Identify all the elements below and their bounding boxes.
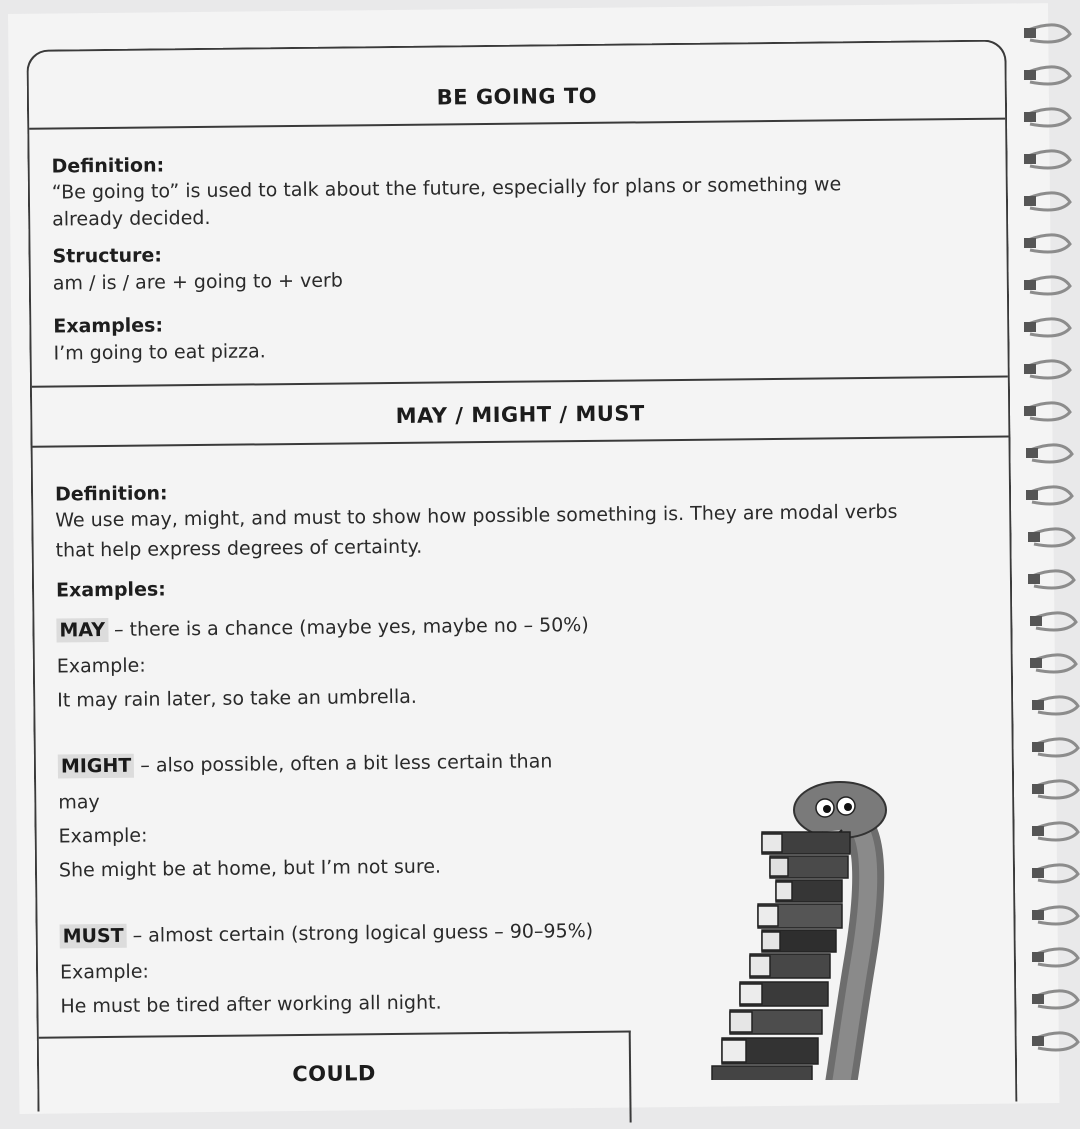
definition-text-line1: “Be going to” is used to talk about the future, especially for plans or something we bbox=[51, 173, 842, 204]
may-line bbox=[56, 612, 589, 645]
might-example: She might be at home, but I’m not sure. bbox=[58, 855, 442, 882]
definition-text-line2: that help express degrees of certainty. bbox=[55, 535, 423, 562]
section-title-could: COULD bbox=[292, 1061, 377, 1087]
might-description-cont: may bbox=[58, 791, 100, 814]
examples-label: Examples: bbox=[55, 578, 166, 602]
might-description: – also possible, often a bit less certain than bbox=[134, 750, 553, 777]
example-text: I’m going to eat pizza. bbox=[53, 340, 266, 365]
divider bbox=[33, 436, 1009, 448]
must-example: He must be tired after working all night. bbox=[60, 991, 442, 1018]
spiral-binding bbox=[1020, 0, 1080, 1080]
must-line bbox=[60, 918, 594, 951]
might-keyword: MIGHT bbox=[58, 754, 135, 779]
section-title-be-going-to: BE GOING TO bbox=[436, 83, 598, 110]
must-keyword: MUST bbox=[60, 924, 127, 949]
may-keyword: MAY bbox=[56, 618, 108, 643]
snake-with-books-illustration bbox=[700, 760, 900, 1080]
example-label: Example: bbox=[58, 824, 148, 848]
may-description: – there is a chance (maybe yes, maybe no – 50%) bbox=[107, 613, 589, 641]
example-label: Example: bbox=[56, 654, 146, 678]
might-line bbox=[58, 748, 553, 780]
may-example: It may rain later, so take an umbrella. bbox=[57, 685, 417, 712]
divider bbox=[29, 118, 1005, 130]
definition-label: Definition: bbox=[51, 154, 165, 178]
example-label: Example: bbox=[59, 960, 149, 984]
structure-text: am / is / are + going to + verb bbox=[52, 269, 343, 295]
section-title-modals: MAY / MIGHT / MUST bbox=[395, 401, 645, 428]
definition-label: Definition: bbox=[54, 482, 168, 506]
must-description: – almost certain (strong logical guess – 90–95%) bbox=[126, 919, 594, 947]
divider bbox=[32, 376, 1008, 388]
notebook-page bbox=[8, 3, 1059, 1114]
definition-text-line1: We use may, might, and must to show how possible something is. They are modal verbs bbox=[55, 500, 898, 532]
examples-label: Examples: bbox=[53, 314, 164, 338]
definition-text-line2: already decided. bbox=[52, 206, 211, 231]
structure-label: Structure: bbox=[52, 244, 163, 268]
